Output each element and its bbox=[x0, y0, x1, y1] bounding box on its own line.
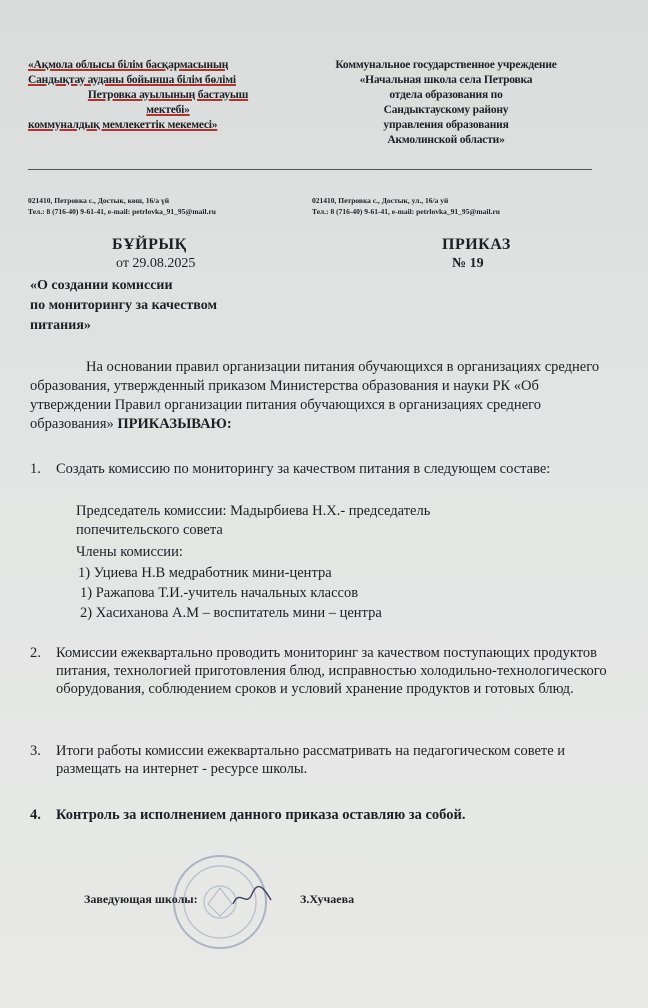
signature-role: Заведующая школы: bbox=[84, 892, 198, 906]
address-line: Тел.: 8 (716-40) 9-61-41, e-mail: petrlovka_91_95@mail.ru bbox=[312, 207, 500, 216]
signature-name: З.Хучаева bbox=[300, 892, 355, 906]
header-left-kazakh bbox=[28, 58, 308, 133]
handwritten-signature-icon bbox=[230, 884, 274, 910]
header-divider bbox=[28, 169, 592, 170]
header-left-line: коммуналдық мемлекеттік мекемесі» bbox=[28, 119, 218, 131]
order-item-2 bbox=[30, 644, 624, 698]
address-line: 021410, Петровка с., Достык, ул., 16/а уй bbox=[312, 196, 449, 205]
order-title-russian: ПРИКАЗ bbox=[442, 236, 511, 253]
item-number: 1. bbox=[30, 461, 41, 477]
item-text: Создать комиссию по мониторингу за качеством питания в следующем составе: bbox=[56, 461, 551, 477]
address-line: Тел.: 8 (716-40) 9-61-41, e-mail: petrlovka_91_95@mail.ru bbox=[28, 207, 216, 216]
intro-paragraph bbox=[30, 358, 620, 434]
item-number: 4. bbox=[30, 807, 41, 823]
header-left-line: Петровка ауылының бастауыш bbox=[87, 89, 249, 101]
subject-line: «О создании комиссии bbox=[30, 278, 173, 293]
item-number: 2. bbox=[30, 645, 41, 661]
header-left-line: «Ақмола облысы білім басқармасының bbox=[28, 59, 229, 71]
header-right-line: отдела образования по bbox=[389, 89, 503, 101]
order-subject bbox=[30, 276, 217, 336]
address-line: 021410, Петровка с., Достык, көш, 16/а үй bbox=[28, 196, 170, 205]
subject-line: по мониторингу за качеством bbox=[30, 298, 218, 313]
header-right-line: «Начальная школа села Петровка bbox=[359, 74, 533, 86]
members-label: Члены комиссии: bbox=[76, 544, 183, 560]
address-left bbox=[28, 195, 216, 217]
order-item-1 bbox=[30, 460, 624, 478]
header-right-line: Акмолинской области» bbox=[387, 134, 505, 146]
header-right-line: управления образования bbox=[383, 119, 509, 131]
item-text: Итоги работы комиссии ежеквартально рассматривать на педагогическом совете и размещать на интернет - ресурсе школы. bbox=[56, 743, 566, 777]
order-item-4 bbox=[30, 806, 624, 824]
header-left-line: Сандықтау ауданы бойынша білім бөлімі bbox=[28, 74, 236, 86]
chair-line-2: попечительского совета bbox=[76, 522, 223, 538]
header-left-line: мектебі» bbox=[146, 104, 190, 116]
order-date: от 29.08.2025 bbox=[116, 256, 196, 271]
chair-line-1: Председатель комиссии: Мадырбиева Н.Х.- председатель bbox=[76, 503, 431, 519]
header-right-russian bbox=[296, 58, 596, 148]
intro-order-word: ПРИКАЗЫВАЮ: bbox=[117, 416, 232, 432]
item-number: 3. bbox=[30, 743, 41, 759]
header-right-line: Сандыктаускому району bbox=[383, 104, 509, 116]
order-number: № 19 bbox=[452, 256, 484, 271]
member-item: 1) Ражапова Т.И.-учитель начальных классов bbox=[80, 585, 359, 601]
intro-text: На основании правил организации питания обучающихся в организациях среднего образования, утвержденный приказом Министерства образования и науки РК «Об утверждении Правил организации питания обучающихся в организациях среднего образования» bbox=[30, 359, 600, 432]
member-item: 1) Уциева Н.В медработник мини-центра bbox=[78, 565, 332, 581]
item-text: Комиссии ежеквартально проводить мониторинг за качеством поступающих продуктов питания, технологией приготовления блюд, исправностью холодильно-технологического оборудования, соблюдением сроков и условий хранение продуктов и готовых блюд. bbox=[56, 645, 607, 697]
item-text: Контроль за исполнением данного приказа оставляю за собой. bbox=[56, 807, 466, 823]
member-item: 2) Хасиханова А.М – воспитатель мини – центра bbox=[80, 605, 382, 621]
subject-line: питания» bbox=[30, 318, 91, 333]
order-item-3 bbox=[30, 742, 624, 778]
address-right bbox=[312, 195, 500, 217]
order-title-kazakh: БҰЙРЫҚ bbox=[112, 236, 187, 253]
header-right-line: Коммунальное государственное учреждение bbox=[335, 59, 557, 71]
